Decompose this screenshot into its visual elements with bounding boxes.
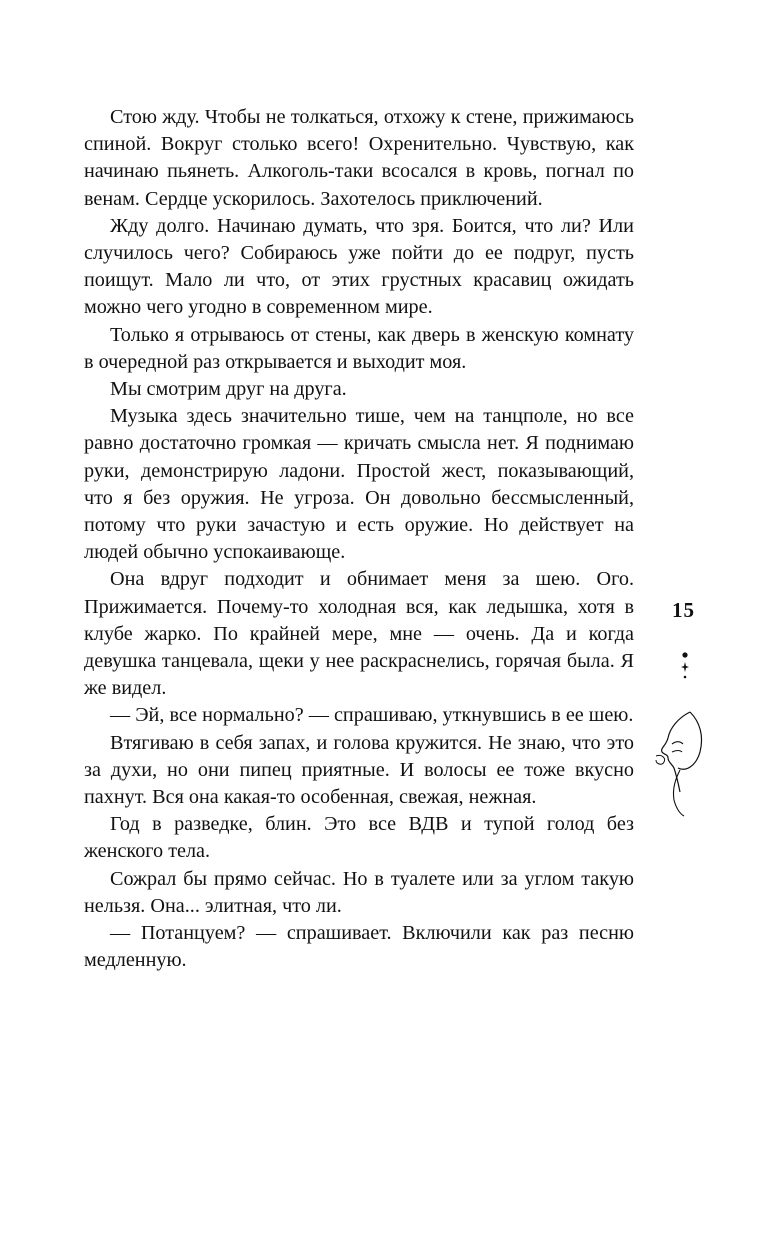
paragraph: — Потанцуем? — спрашивает. Включили как раз песню медленную. — [84, 922, 634, 972]
star-ornament-icon — [675, 640, 695, 684]
paragraph: Только я отрываюсь от стены, как дверь в женскую комнату в очередной раз открывается и выходит моя. — [84, 323, 634, 373]
paragraph: Сожрал бы прямо сейчас. Но в туалете или за углом такую нельзя. Она... элитная, что ли. — [84, 867, 634, 917]
paragraph: Музыка здесь значительно тише, чем на танцполе, но все равно достаточно громкая — кричать смысла нет. Я поднимаю руки, демонстрирую ладони. Простой жест, показывающий, что я без оружия. Не угроза. Он довольно бессмысленный, потому что руки зачастую и есть оружие. Но действует на людей обычно успокаивающе. — [84, 405, 634, 564]
paragraph: Мы смотрим друг на друга. — [110, 378, 347, 401]
paragraph: Стою жду. Чтобы не толкаться, отхожу к стене, прижимаюсь спиной. Вокруг столько всего! Охренительно. Чувствую, как начинаю пьянеть. Алкоголь-таки всосался в кровь, погнал по венам. Сердце ускорилось. Захотелось приключений. — [84, 106, 634, 210]
paragraph: Жду долго. Начинаю думать, что зря. Боится, что ли? Или случилось чего? Собираюсь уже пойти до ее подруг, пусть поищут. Мало ли что, от этих грустных красавиц ожидать можно чего угодно в современном мире. — [84, 214, 634, 319]
paragraph: Год в разведке, блин. Это все ВДВ и тупой голод без женского тела. — [84, 813, 634, 863]
page-number: 15 — [672, 598, 695, 622]
paragraph: Втягиваю в себя запах, и голова кружится. Не знаю, что это за духи, но они пипец приятные. И волосы ее тоже вкусно пахнут. Вся она какая-то особенная, свежая, нежная. — [84, 731, 634, 809]
page-body-text — [84, 104, 634, 975]
paragraph: Она вдруг подходит и обнимает меня за шею. Ого. Прижимается. Почему-то холодная вся, как ледышка, хотя в клубе жарко. По крайней мере, мне — очень. Да и когда девушка танцевала, щеки у нее раскраснелись, горячая была. Я же видел. — [84, 568, 634, 700]
paragraph: — Эй, все нормально? — спрашиваю, уткнувшись в ее шею. — [110, 704, 634, 727]
face-line-art-icon — [650, 708, 710, 818]
